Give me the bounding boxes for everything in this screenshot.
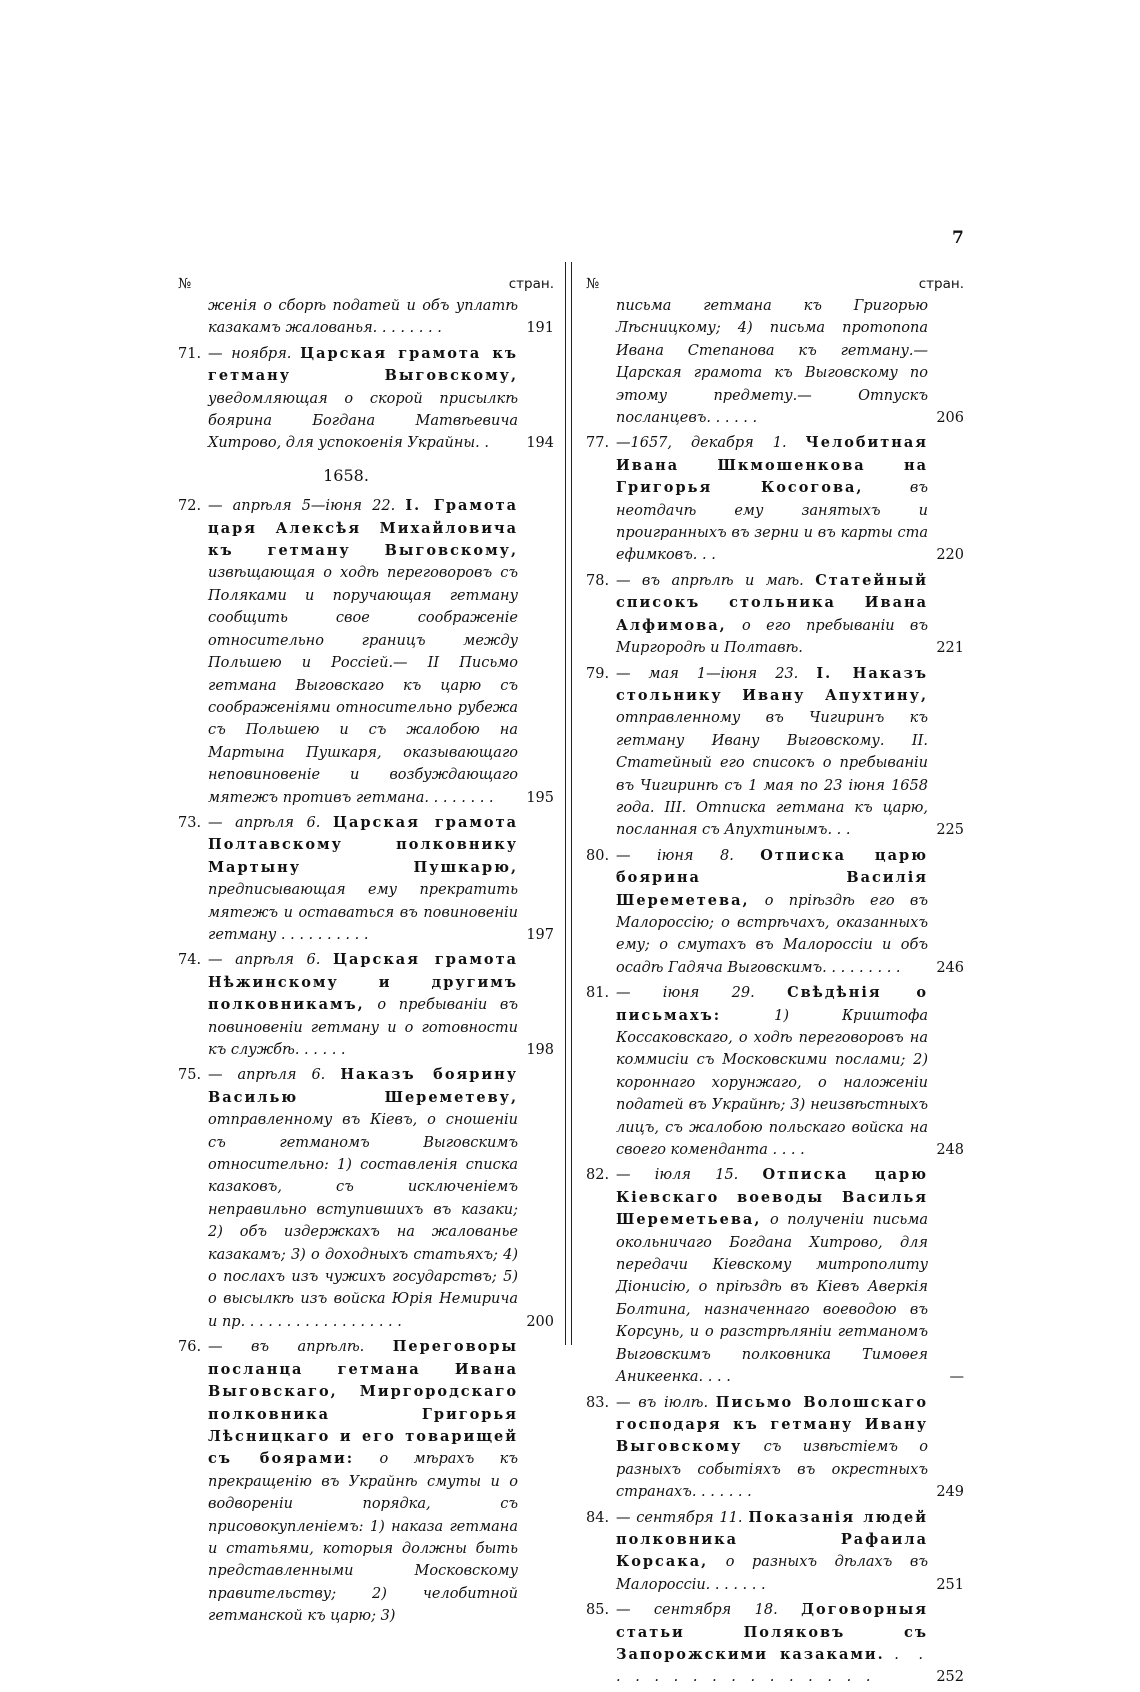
year-heading: 1658. — [323, 465, 369, 485]
entry-page: — — [947, 1366, 965, 1388]
entry-title: I. Грамота царя Алексѣя Михайловича къ гетману Выговскому, — [208, 497, 519, 560]
number-header: № — [586, 276, 600, 292]
entry-text: письма гетмана къ Григорью Лѣсницкому; 4) письма протопопа Ивана Степанова къ гетману.— Царская грамота къ Выговскому по этому предмету.— Отпускъ посланцевъ. . . . . . — [616, 298, 928, 427]
toc-entry — [178, 495, 554, 809]
entry-title: Царская грамота къ гетману Выговскому, — [208, 344, 518, 385]
toc-entry — [178, 1064, 554, 1333]
entry-text: женія о сборѣ податей и объ уплатѣ казакамъ жалованья. . . . . . . . — [208, 298, 518, 337]
entry-page: 248 — [933, 1139, 964, 1161]
entry-date: —1657, декабря 1. — [616, 435, 787, 452]
entry-page: 252 — [933, 1666, 964, 1688]
entry-title: Наказъ боярину Василью Шереметеву, — [208, 1066, 518, 1106]
entry-text: о разныхъ дѣлахъ въ Малороссіи. . . . . . . — [616, 1554, 929, 1593]
entry-text: съ извѣстіемъ о разныхъ событіяхъ въ окрестныхъ странахъ. . . . . . . — [616, 1439, 928, 1501]
entry-date: — въ апрѣлѣ и маѣ. — [616, 572, 804, 589]
entry-page: 194 — [523, 432, 554, 454]
entry-number: 82. — [586, 1167, 610, 1184]
entry-date: — въ іюлѣ. — [616, 1394, 709, 1411]
entry-title: Переговоры посланца гетмана Ивана Выговскаго, Миргородскаго полковника Григорья Лѣсницкаго и его товарищей съ боярами: — [208, 1338, 518, 1468]
entry-date: — ноября. — [208, 345, 292, 362]
entry-text: отправленному въ Чигиринъ къ гетману Ивану Выговскому. II. Статейный его списокъ о пребываніи въ Чигиринѣ съ 1 мая по 23 іюня 1658 года. III. Отписка гетмана къ царю, посланная съ Апухтинымъ. . . — [616, 710, 928, 839]
entry-title: Отписка царю Кіевскаго воеводы Василья Шереметьева, — [616, 1166, 929, 1229]
entry-title: I. Наказъ стольнику Ивану Апухтину, — [616, 664, 929, 704]
entry-number: 83. — [586, 1394, 610, 1411]
entry-title: Царская грамота Нѣжинскому и другимъ полковникамъ, — [208, 951, 518, 1014]
toc-entry — [586, 570, 964, 660]
entry-title: Статейный списокъ стольника Ивана Алфимова, — [616, 571, 928, 634]
entry-date: — въ апрѣлѣ. — [208, 1339, 365, 1356]
entry-text: о мѣрахъ къ прекращенію въ Украйнѣ смуты и о водвореніи порядка, съ присовокупленіемъ: 1) наказа гетмана и статьями, которыя должны быть представленными Московскому правительству; 2) челобитной гетманской къ царю; 3) — [208, 1451, 519, 1625]
entry-text: о пребываніи въ повиновеніи гетману и о готовности къ службѣ. . . . . . — [208, 997, 518, 1058]
entry-page: 200 — [523, 1311, 554, 1333]
entry-date: — мая 1—іюня 23. — [616, 665, 799, 682]
right-column-header — [586, 273, 964, 295]
entry-number: 72. — [178, 498, 202, 515]
entry-text: . . . . . . . . . . . . . . . . — [616, 1646, 929, 1686]
entry-date: — апрѣля 6. — [208, 952, 321, 969]
entry-number: 71. — [178, 345, 202, 362]
entry-date: — апрѣля 6. — [208, 1067, 326, 1084]
entry-number: 85. — [586, 1602, 610, 1619]
toc-entry — [178, 1336, 554, 1627]
entry-title: Царская грамота Полтавскому полковнику Мартыну Пушкарю, — [208, 813, 518, 876]
page-number: 7 — [952, 228, 964, 248]
entry-number: 77. — [586, 435, 610, 452]
entry-number: 78. — [586, 572, 610, 589]
toc-entry — [586, 432, 964, 566]
entry-number: 74. — [178, 952, 202, 969]
toc-entry — [586, 1392, 964, 1504]
entry-date: — іюня 29. — [616, 985, 755, 1002]
entry-page: 225 — [933, 819, 964, 841]
column-divider — [565, 262, 572, 1345]
toc-entry — [586, 1599, 964, 1689]
entry-page: 251 — [933, 1574, 964, 1596]
continuation-entry — [178, 295, 554, 340]
entry-page: 246 — [933, 957, 964, 979]
entry-page: 221 — [933, 637, 964, 659]
left-column — [178, 273, 554, 1631]
toc-entry — [178, 812, 554, 946]
entry-text: уведомляющая о скорой присылкѣ боярина Богдана Матвѣевича Хитрово, для успокоенія Украйны. . — [208, 390, 518, 452]
entry-text: о его пребываніи въ Миргородѣ и Полтавѣ. — [616, 617, 929, 657]
left-column-header — [178, 273, 554, 295]
entry-number: 75. — [178, 1067, 202, 1084]
entry-title: Свѣдѣнія о письмахъ: — [616, 984, 928, 1024]
entry-page: 206 — [933, 407, 964, 429]
entry-title: Отписка царю боярина Василія Шереметева, — [616, 846, 928, 909]
entry-text: 1) Криштофа Коссаковскаго, о ходѣ переговоровъ на коммисіи съ Московскими послами; 2) короннаго хорунжаго, о наложеніи податей въ Украйнѣ; 3) неизвѣстныхъ лицъ, съ жалобою польскаго войска на своего коменданта . . . . — [616, 1007, 928, 1159]
entry-text: въ неотдачѣ ему занятыхъ и проигранныхъ въ зерни и въ карты ста ефимковъ. . . — [616, 480, 929, 564]
entry-title: Договорныя статьи Поляковъ съ Запорожскими казаками. — [616, 1601, 928, 1663]
entry-number: 80. — [586, 847, 610, 864]
entry-date: — сентября 11. — [616, 1509, 743, 1526]
right-column — [586, 273, 964, 1692]
continuation-entry — [586, 295, 964, 429]
number-header: № — [178, 276, 192, 292]
toc-entry — [586, 1507, 964, 1597]
entry-date: — апрѣля 6. — [208, 814, 321, 831]
toc-entry — [178, 343, 554, 455]
entry-text: предписывающая ему прекратить мятежъ и оставаться въ повиновеніи гетману . . . . . . . . . . — [208, 882, 518, 943]
toc-entry — [586, 663, 964, 842]
entry-text: извѣщающая о ходѣ переговоровъ съ Поляками и поручающая гетману сообщить свое соображеніе относительно границъ между Польшею и Россіей.— II Письмо гетмана Выговскаго къ царю съ соображеніями относительно рубежа съ Польшею и съ жалобою на Мартына Пушкаря, оказывающаго неповиновеніе и возбуждающаго мятежъ противъ гетмана. . . . . . . . — [208, 565, 518, 806]
page-header: стран. — [918, 276, 964, 292]
entry-title: Показанія людей полковника Рафаила Корсака, — [616, 1508, 929, 1571]
entry-date: — іюня 8. — [616, 847, 734, 864]
entry-page: 198 — [523, 1039, 554, 1061]
entry-text: отправленному въ Кіевъ, о сношеніи съ гетманомъ Выговскимъ относительно: 1) составленія списка казаковъ, съ исключеніемъ неправильно вступившихъ въ казаки; 2) объ издержкахъ на жалованье казакамъ; 3) о доходныхъ статьяхъ; 4) о послахъ изъ чужихъ государствъ; 5) о высылкѣ изъ войска Юрія Немирича и пр. . . . . . . . . . . . . . . . . . — [208, 1112, 518, 1330]
entry-date: — апрѣля 5—іюня 22. — [208, 498, 396, 515]
toc-entry — [586, 845, 964, 979]
entry-date: — сентября 18. — [616, 1602, 778, 1619]
entry-number: 73. — [178, 814, 202, 831]
entry-number: 76. — [178, 1339, 202, 1356]
entry-title: Письмо Волошскаго господаря къ гетману Ивану Выговскому — [616, 1393, 928, 1456]
entry-number: 79. — [586, 665, 610, 682]
entry-number: 84. — [586, 1509, 610, 1526]
entry-text: о полученіи письма окольничаго Богдана Хитрово, для передачи Кіевскому митрополиту Діонисію, о пріѣздѣ въ Кіевъ Аверкія Болтина, назначеннаго воеводою въ Корсунь, и о разстрѣляніи гетманомъ Выговскимъ полковника Тимоѳея Аникеенка. . . . — [616, 1212, 928, 1386]
toc-entry — [586, 982, 964, 1161]
entry-page: 191 — [523, 317, 554, 339]
toc-entry — [586, 1164, 964, 1388]
entry-title: Челобитная Ивана Шкмошенкова на Григорья Косогова, — [616, 434, 929, 497]
entry-text: о пріѣздѣ его въ Малороссію; о встрѣчахъ, оказанныхъ ему; о смутахъ въ Малороссіи и объ осадѣ Гадяча Выговскимъ. . . . . . . . . — [616, 892, 928, 976]
entry-number: 81. — [586, 985, 610, 1002]
entry-page: 197 — [523, 924, 554, 946]
entry-page: 249 — [933, 1481, 964, 1503]
toc-entry — [178, 949, 554, 1061]
entry-page: 220 — [933, 544, 964, 566]
entry-date: — іюля 15. — [616, 1167, 739, 1184]
page-header: стран. — [508, 276, 554, 292]
entry-page: 195 — [523, 787, 554, 809]
